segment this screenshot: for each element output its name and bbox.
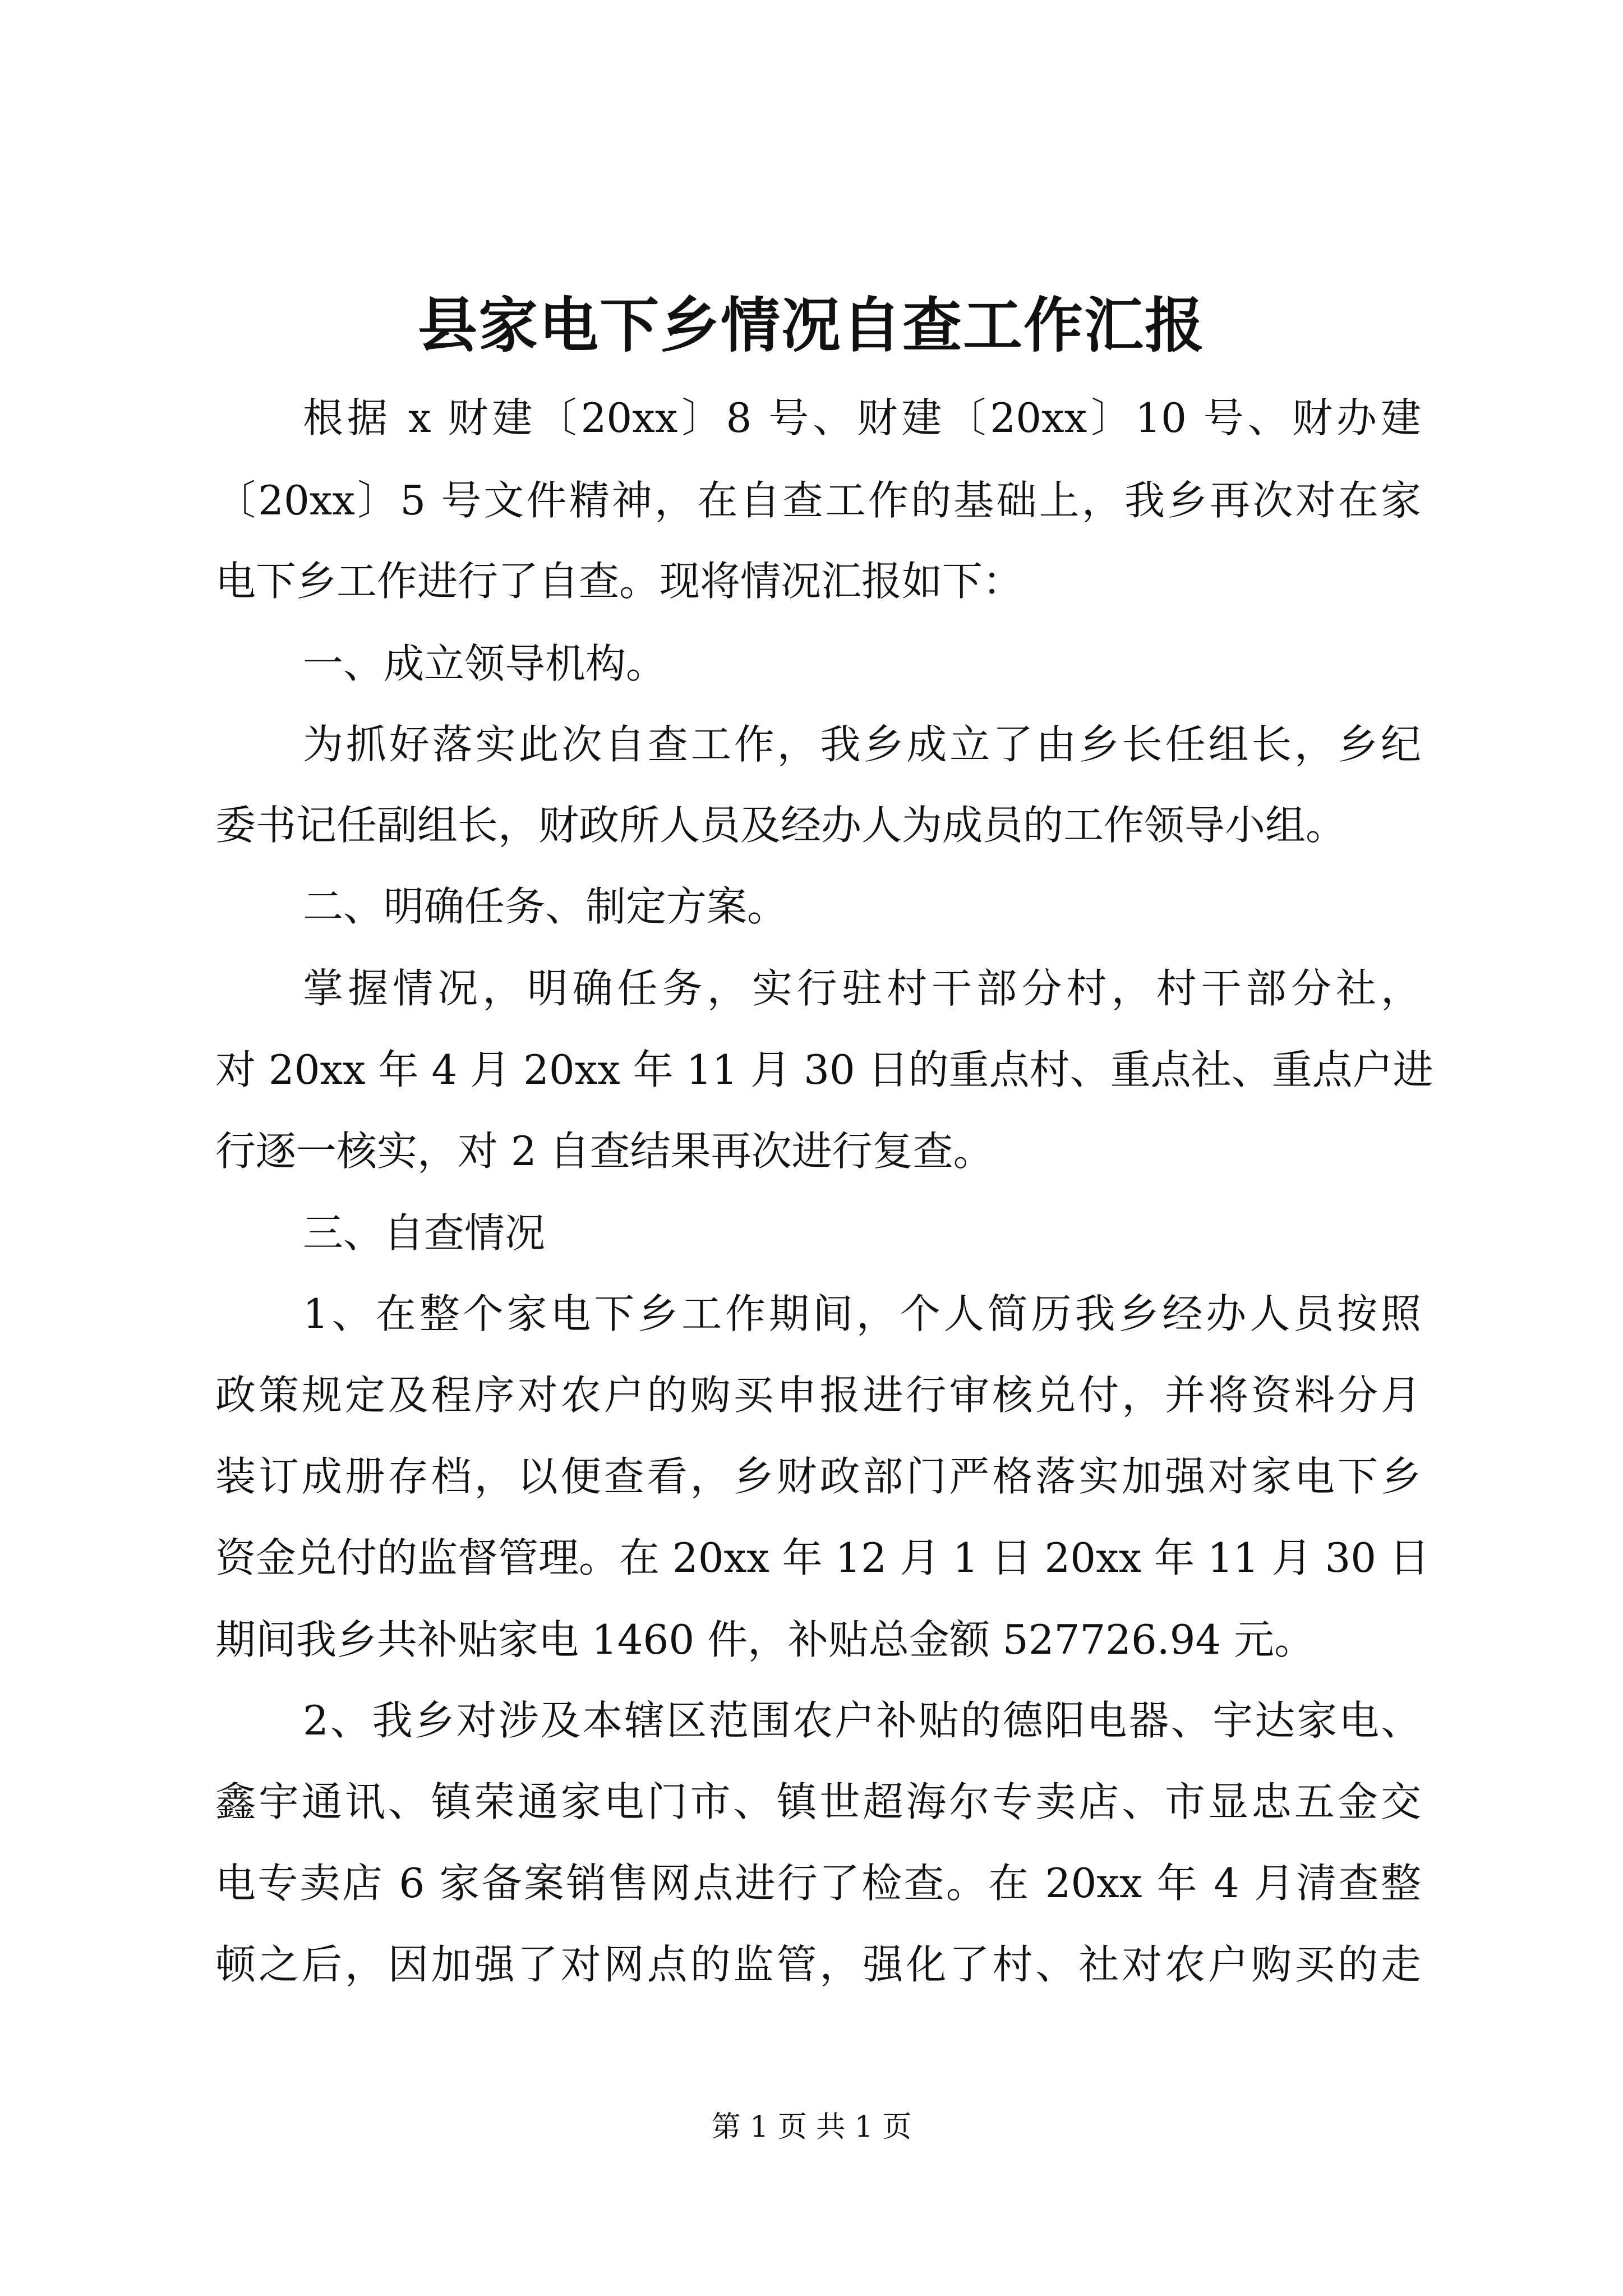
paragraph-line: 行逐一核实，对 2 自查结果再次进行复查。 <box>215 1128 994 1175</box>
paragraph-line: 〔20xx〕5 号文件精神，在自查工作的基础上，我乡再次对在家 <box>215 477 1421 524</box>
paragraph-line: 根据 x 财建〔20xx〕8 号、财建〔20xx〕10 号、财办建 <box>303 394 1421 441</box>
section-heading: 一、成立领导机构。 <box>303 640 667 687</box>
page-number-footer: 第 1 页 共 1 页 <box>711 2110 912 2144</box>
paragraph-line: 1、在整个家电下乡工作期间，个人简历我乡经办人员按照 <box>303 1290 1421 1337</box>
section-heading: 三、自查情况 <box>303 1209 546 1257</box>
paragraph-line: 顿之后，因加强了对网点的监管，强化了村、社对农户购买的走 <box>215 1941 1421 1988</box>
paragraph-line: 委书记任副组长，财政所人员及经办人为成员的工作领导小组。 <box>215 802 1347 849</box>
paragraph-line: 为抓好落实此次自查工作，我乡成立了由乡长任组长，乡纪 <box>303 721 1421 768</box>
paragraph-line: 对 20xx 年 4 月 20xx 年 11 月 30 日的重点村、重点社、重点户进 <box>215 1046 1433 1093</box>
paragraph-line: 期间我乡共补贴家电 1460 件，补贴总金额 527726.94 元。 <box>215 1616 1315 1663</box>
paragraph-line: 电下乡工作进行了自查。现将情况汇报如下： <box>215 558 1023 605</box>
paragraph-line: 资金兑付的监督管理。在 20xx 年 12 月 1 日 20xx 年 11 月 30 日 <box>215 1534 1430 1581</box>
paragraph-line: 政策规定及程序对农户的购买申报进行审核兑付，并将资料分月 <box>215 1372 1421 1419</box>
paragraph-line: 装订成册存档，以便查看，乡财政部门严格落实加强对家电下乡 <box>215 1453 1421 1500</box>
paragraph-line: 鑫宇通讯、镇荣通家电门市、镇世超海尔专卖店、市显忠五金交 <box>215 1778 1421 1825</box>
section-heading: 二、明确任务、制定方案。 <box>303 883 788 930</box>
paragraph-line: 掌握情况，明确任务，实行驻村干部分村，村干部分社， <box>303 965 1421 1012</box>
paragraph-line: 2、我乡对涉及本辖区范围农户补贴的德阳电器、宇达家电、 <box>303 1697 1421 1744</box>
document-title: 县家电下乡情况自查工作汇报 <box>418 290 1205 360</box>
paragraph-line: 电专卖店 6 家备案销售网点进行了检查。在 20xx 年 4 月清查整 <box>215 1860 1421 1907</box>
